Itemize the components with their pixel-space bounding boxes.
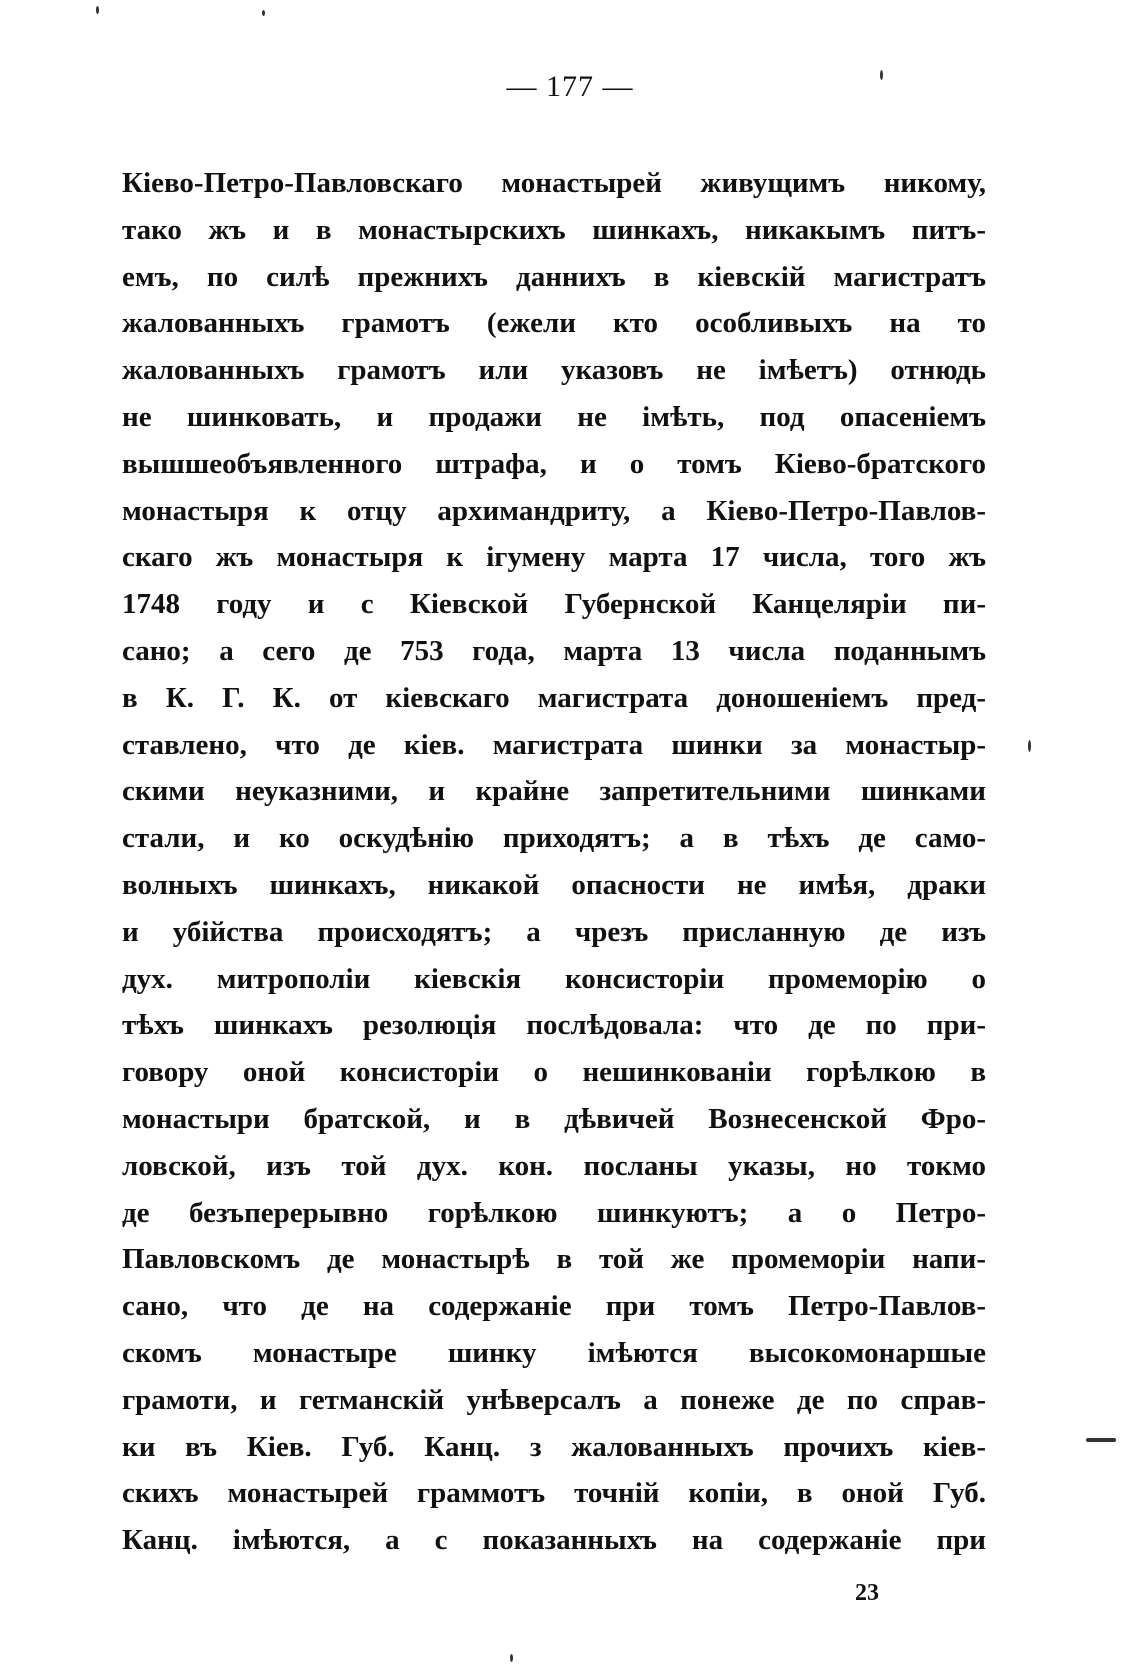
- text-line: скихъ монастырей граммотъ точній копіи, в оной Губ.: [122, 1477, 986, 1510]
- text-line: волныхъ шинкахъ, никакой опасности не имѣя, драки: [122, 869, 986, 901]
- text-line: ставлено, что де кіев. магистрата шинки за монастыр-: [122, 728, 986, 761]
- text-line: вышшеобъявленного штрафа, и о томъ Кіево-братского: [122, 447, 986, 480]
- signature-mark: 23: [855, 1580, 879, 1606]
- text-line: монастыри братской, и в дѣвичей Вознесенской Фро-: [122, 1103, 986, 1135]
- scan-speck: [1028, 740, 1031, 752]
- text-line: скаго жъ монастыря к ігумену марта 17 числа, того жъ: [122, 541, 986, 574]
- text-line: не шинковать, и продажи не імѣть, под опасеніемъ: [122, 401, 986, 433]
- text-line: де безъперерывно горѣлкою шинкуютъ; а о Петро-: [122, 1196, 986, 1229]
- text-line: 1748 году и с Кіевской Губернской Канцеляріи пи-: [122, 588, 986, 621]
- text-line: Кіево-Петро-Павловскаго монастырей живущимъ никому,: [122, 167, 986, 199]
- text-line: емъ, по силѣ прежнихъ даннихъ в кіевскій магистратъ: [122, 260, 986, 293]
- text-line: грамоти, и гетманскій унѣверсалъ а понеже де по справ-: [122, 1383, 986, 1416]
- text-line: говору оной консисторіи о нешинкованіи горѣлкою в: [122, 1056, 986, 1089]
- text-line: Канц. імѣются, а с показанныхъ на содержаніе при: [122, 1524, 986, 1557]
- text-line: сано, что де на содержаніе при томъ Петро-Павлов-: [122, 1290, 986, 1323]
- text-line: тѣхъ шинкахъ резолюція послѣдовала: что де по при-: [122, 1009, 986, 1042]
- text-line: скомъ монастыре шинку імѣются высокомонаршые: [122, 1337, 986, 1369]
- text-line: сано; а сего де 753 года, марта 13 числа поданнымъ: [122, 635, 986, 667]
- text-line: в К. Г. К. от кіевскаго магистрата доношеніемъ пред-: [122, 681, 986, 714]
- text-line: тако жъ и в монастырскихъ шинкахъ, никакымъ питъ-: [122, 213, 986, 246]
- text-line: скими неуказними, и крайне запретительними шинками: [122, 775, 986, 808]
- text-line: ловской, изъ той дух. кон. посланы указы, но токмо: [122, 1149, 986, 1182]
- text-line: монастыря к отцу архимандриту, а Кіево-Петро-Павлов-: [122, 494, 986, 527]
- text-line: дух. митрополіи кіевскія консисторіи промеморію о: [122, 962, 986, 995]
- text-line: и убійства происходятъ; а чрезъ присланную де изъ: [122, 915, 986, 948]
- text-line: жалованныхъ грамотъ или указовъ не імѣетъ) отнюдь: [122, 354, 986, 387]
- text-line: жалованныхъ грамотъ (ежели кто особливыхъ на то: [122, 307, 986, 340]
- text-line: ки въ Кіев. Губ. Канц. з жалованныхъ прочихъ кіев-: [122, 1430, 986, 1463]
- page-number: — 177 —: [506, 70, 634, 103]
- text-line: Павловскомъ де монастырѣ в той же промеморіи напи-: [122, 1243, 986, 1276]
- scan-speck: [880, 70, 883, 80]
- text-line: стали, и ко оскудѣнію приходятъ; а в тѣхъ де само-: [122, 822, 986, 855]
- scan-speck: [510, 1654, 513, 1662]
- scan-speck: [1086, 1438, 1116, 1442]
- scan-speck: [262, 10, 265, 16]
- scan-speck: [96, 6, 99, 14]
